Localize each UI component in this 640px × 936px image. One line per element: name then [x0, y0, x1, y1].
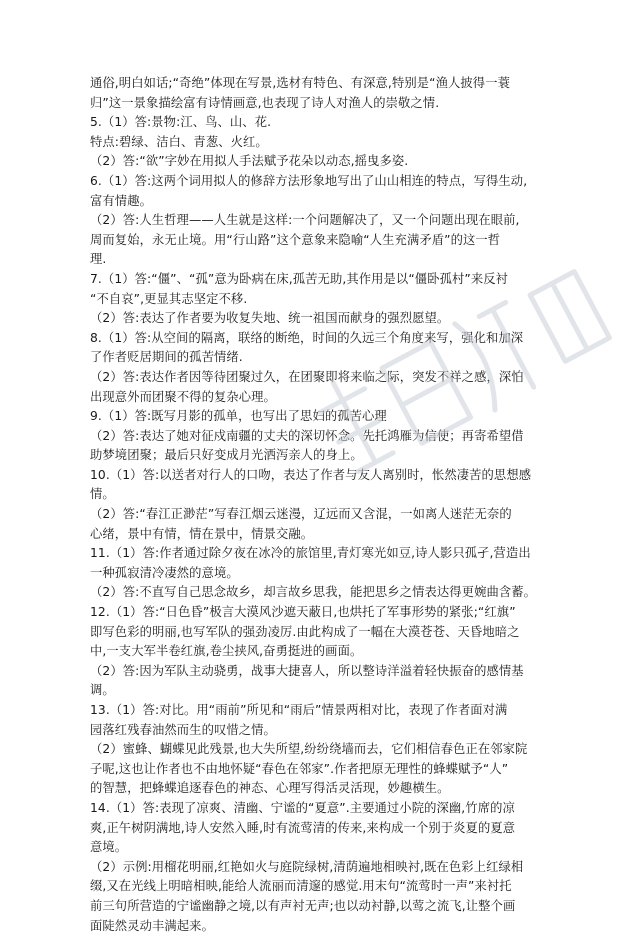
text-line: 爽,正午树阴满地,诗人安然入睡,时有流莺清的传来,来构成一个别于炎夏的夏意	[90, 820, 516, 835]
text-line: “不自哀”,更显其志坚定不移.	[90, 291, 248, 306]
text-line: 助梦境团聚；最后只好变成月光洒泻亲人的身上。	[90, 448, 363, 463]
text-line: 理.	[90, 252, 107, 267]
text-line: 6.（1）答:这两个词用拟人的修辞方法形象地写出了山山相连的特点，写得生动,	[90, 173, 528, 188]
text-line: 意境。	[90, 840, 128, 855]
text-line: 14.（1）答:表现了凉爽、清幽、宁谧的“夏意”.主要通过小院的深幽,竹席的凉	[90, 800, 515, 815]
text-line: 园落红残春油然而生的叹惜之情。	[90, 722, 276, 737]
text-line: 即写色彩的明丽,也写军队的强劲凌厉.由此构成了一幅在大漠苍苍、天昏地暗之	[90, 624, 520, 639]
text-line: 了作者贬居期间的孤苦情绪.	[90, 350, 243, 365]
text-line: （2）答:因为军队主动骁勇，战事大捷喜人，所以整诗洋溢着轻快振奋的感情基	[90, 663, 524, 678]
text-line: 5.（1）答:景物:江、鸟、山、花.	[90, 115, 272, 130]
text-line: 出现意外而团聚不得的复杂心理。	[90, 389, 276, 404]
text-line: 的智慧，把蜂蝶追逐春色的神态、心理写得活灵活现，妙趣横生。	[90, 781, 450, 796]
text-line: （2）答:“春江正渺茫”写春江烟云迷漫，辽远而又含混，一如离人迷茫无奈的	[90, 507, 512, 522]
text-line: （2）蜜蜂、蝴蝶见此残景,也大失所望,纷纷绕墙而去，它们相信春色正在邻家院	[90, 742, 528, 757]
text-line: 7.（1）答:“僵”、“孤”意为卧病在床,孤苦无助,其作用是以“僵卧孤村”来反衬	[90, 271, 509, 286]
text-line: 心绪，景中有情，情在景中，情景交融。	[90, 526, 314, 541]
text-line: 缀,又在光线上明暗相映,能给人流丽而清邃的感觉.用末句“流莺时一声”来衬托	[90, 879, 512, 894]
text-line: 12.（1）答:“日色昏”极言大漠风沙遮天蔽日,也烘托了军事形势的紧张;“红旗”	[90, 605, 516, 620]
text-line: 11.（1）答:作者通过除夕夜在冰冷的旅馆里,青灯寒光如豆,诗人影只孤孑,营造出	[90, 546, 531, 561]
text-line: 面陡然灵动丰满起来。	[90, 918, 214, 933]
text-line: 富有情趣。	[90, 193, 152, 208]
text-line: 情。	[90, 487, 115, 502]
text-line: 13.（1）答:对比。用“雨前”所见和“雨后”情景两相对比，表现了作者面对满	[90, 703, 508, 717]
text-line: （2）答:表达作者因等待团聚过久，在团聚即将来临之际，突发不祥之感，深怕	[90, 369, 524, 384]
text-line: 子呢,这也让作者也不由地怀疑“春色在邻家”.作者把原无理性的蜂蝶赋予“人”	[90, 761, 509, 776]
text-line: 通俗,明白如话;“奇绝”体现在写景,选材有特色、有深意,特别是“渔人披得一蓑	[90, 76, 510, 90]
text-line: （2）答:“欲”字妙在用拟人手法赋予花朵以动态,摇曳多姿.	[90, 154, 409, 169]
text-line: （2）示例:用榴花明丽,红艳如火与庭院绿树,清荫遍地相映衬,既在色彩上红绿相	[90, 859, 524, 874]
text-line: （2）答:表达了作者要为收复失地、统一祖国而献身的强烈愿望。	[90, 311, 450, 326]
text-line: 9.（1）答:既写月影的孤单，也写出了思妇的孤苦心理	[90, 409, 387, 424]
text-line: 10.（1）答:以送者对行人的口吻，表达了作者与友人离别时，怅然凄苦的思想感	[90, 467, 532, 482]
text-line: 8.（1）答:从空间的隔离，联络的断绝，时间的久远三个角度来写，强化和加深	[90, 330, 524, 345]
text-line: （2）答:人生哲理——人生就是这样:一个问题解决了，又一个问题出现在眼前,	[90, 213, 520, 228]
text-line: 一种孤寂清冷凄然的意境。	[90, 565, 239, 580]
text-line: （2）答:表达了她对征戍南疆的丈夫的深切怀念。先托鸿雁为信使；再寄希望借	[90, 428, 524, 443]
text-line: 调。	[90, 683, 115, 698]
text-line: 周而复始，永无止境。用“行山路”这个意象来隐喻“人生充满矛盾”的这一哲	[90, 232, 501, 247]
text-line: 前三句所营造的宁谧幽静之境,以有声衬无声;也以动衬静,以莺之流飞,让整个画	[90, 898, 516, 913]
text-line: 中,一支大军半卷红旗,卷尘挟风,奋勇挺进的画面。	[90, 644, 363, 659]
text-line: （2）答:不直写自己思念故乡，却言故乡思我，能把思乡之情表达得更婉曲含蓄。	[90, 585, 537, 600]
text-line: 归”这一景象描绘富有诗情画意,也表现了诗人对渔人的崇敬之情.	[90, 95, 440, 110]
text-line: 特点:碧绿、洁白、青葱、火红。	[90, 134, 268, 149]
